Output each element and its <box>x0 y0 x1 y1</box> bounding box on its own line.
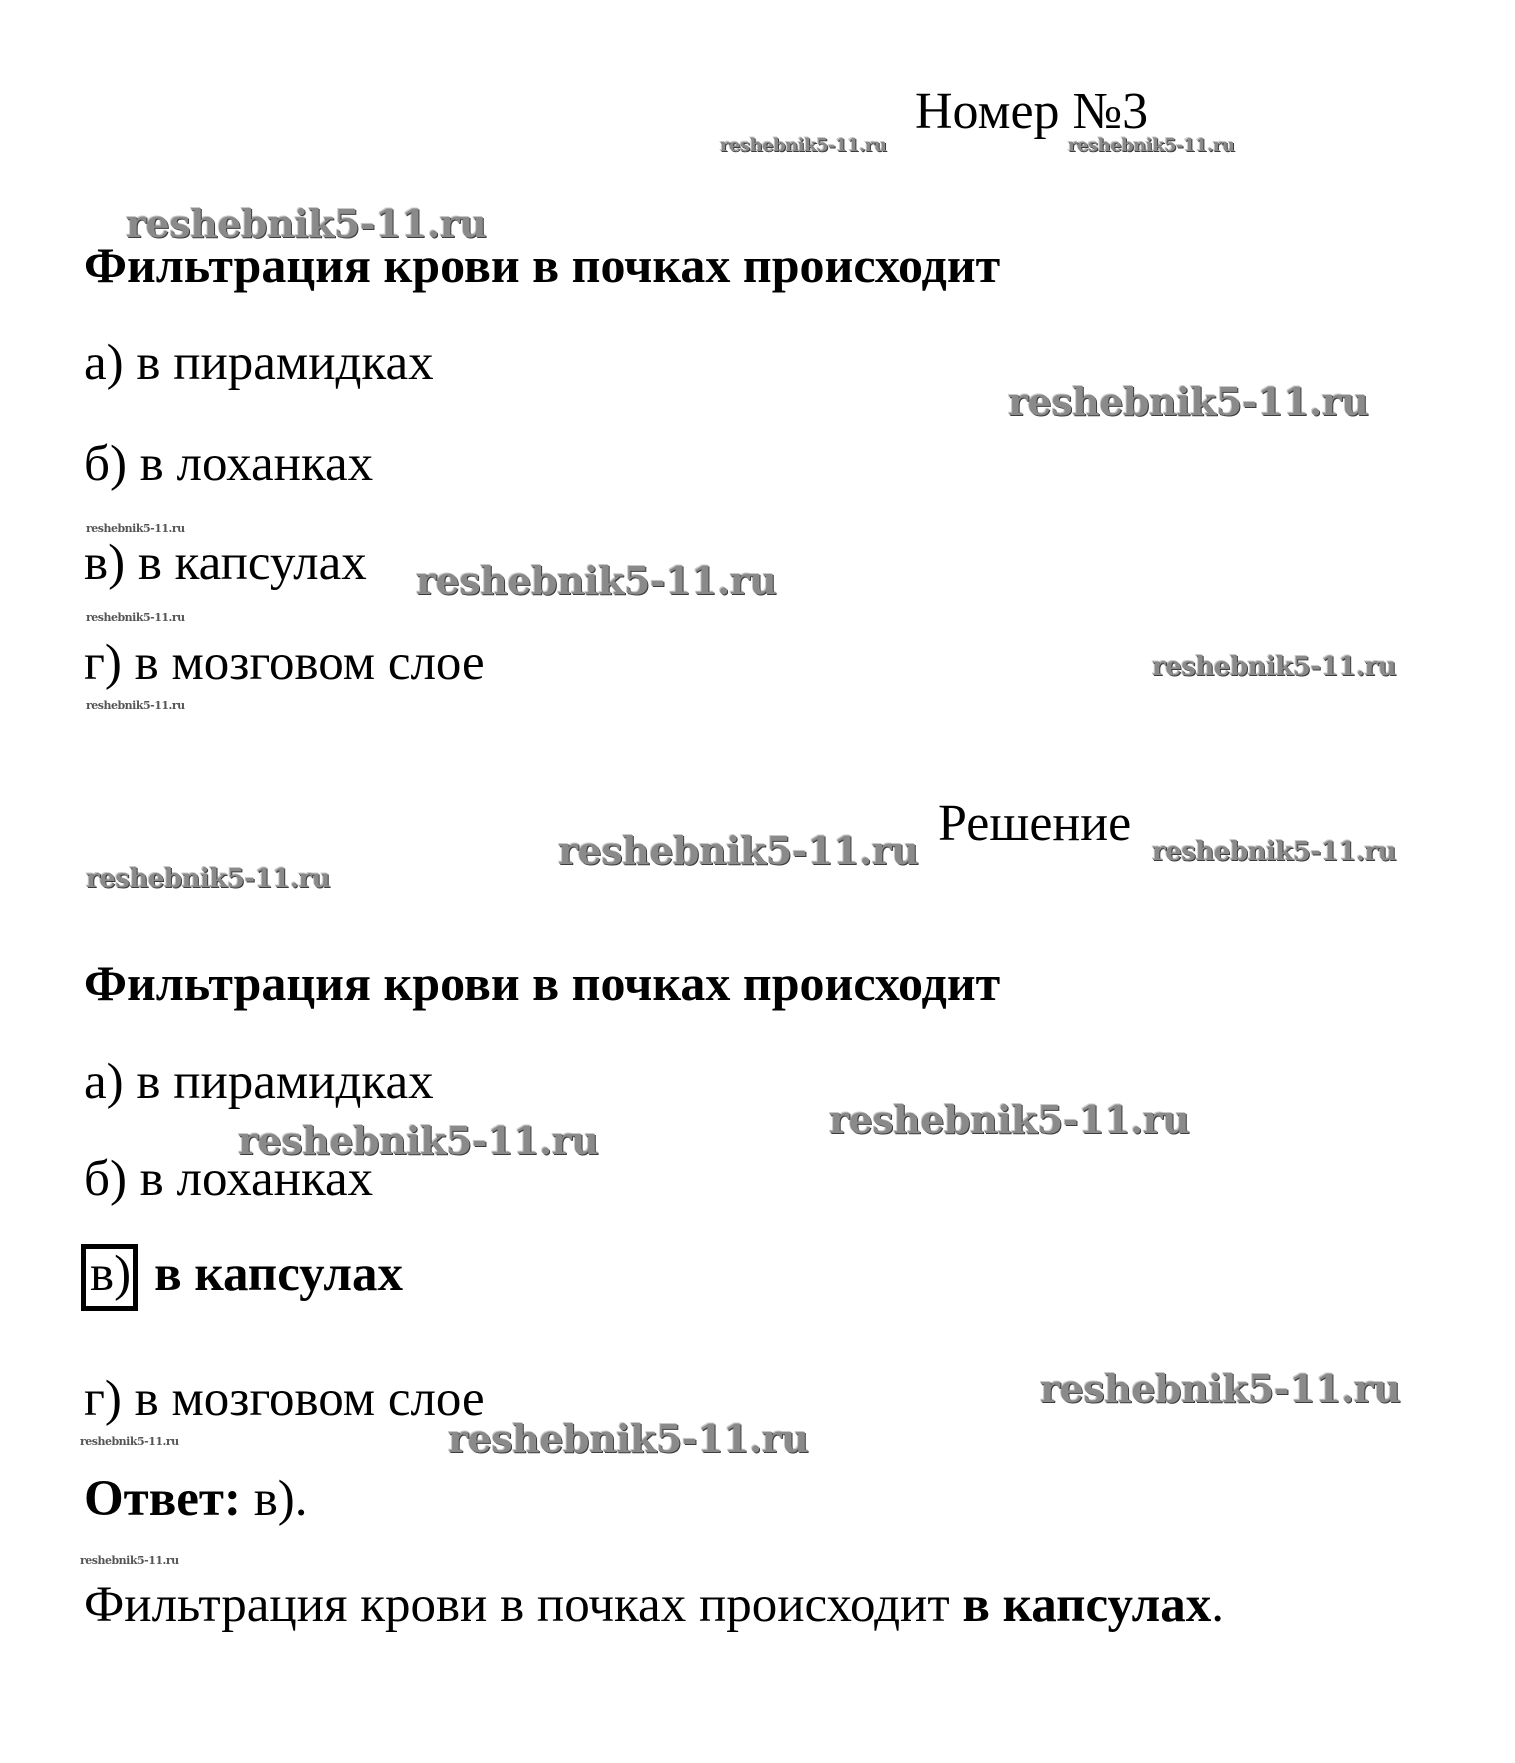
watermark: reshebnik5-11.ru <box>448 1416 809 1461</box>
watermark: reshebnik5-11.ru <box>126 201 487 246</box>
solution-title: Решение <box>938 795 1132 852</box>
watermark: reshebnik5-11.ru <box>1152 652 1397 682</box>
watermark: reshebnik5-11.ru <box>86 864 331 894</box>
watermark: reshebnik5-11.ru <box>86 611 185 624</box>
answer-label: Ответ: <box>84 1471 241 1527</box>
question-option-a: а) в пирамидках <box>84 335 434 391</box>
watermark: reshebnik5-11.ru <box>1068 135 1235 156</box>
conclusion-suffix: . <box>1211 1577 1225 1633</box>
answer-line <box>84 1471 308 1527</box>
solution-question-heading: Фильтрация крови в почках происходит <box>84 955 1001 1011</box>
conclusion-bold: в капсулах <box>962 1577 1212 1633</box>
watermark: reshebnik5-11.ru <box>1152 837 1397 867</box>
watermark: reshebnik5-11.ru <box>86 522 185 535</box>
question-option-g: г) в мозговом слое <box>84 635 485 691</box>
watermark: reshebnik5-11.ru <box>1040 1366 1401 1411</box>
answer-value: в). <box>253 1471 308 1527</box>
question-heading: Фильтрация крови в почках происходит <box>84 237 1001 293</box>
watermark: reshebnik5-11.ru <box>80 1554 179 1567</box>
selected-letter-box: в) <box>81 1244 138 1311</box>
conclusion-line <box>84 1577 1225 1633</box>
watermark: reshebnik5-11.ru <box>238 1118 599 1163</box>
question-option-b: б) в лоханках <box>84 436 374 492</box>
watermark: reshebnik5-11.ru <box>720 135 887 156</box>
solution-selected-option <box>81 1244 403 1311</box>
watermark: reshebnik5-11.ru <box>558 828 919 873</box>
selected-option-text: в капсулах <box>154 1246 404 1302</box>
solution-option-a: а) в пирамидках <box>84 1054 434 1110</box>
watermark: reshebnik5-11.ru <box>1008 379 1369 424</box>
question-option-v: в) в капсулах <box>84 535 367 591</box>
watermark: reshebnik5-11.ru <box>829 1097 1190 1142</box>
page-title: Номер №3 <box>915 83 1149 140</box>
watermark: reshebnik5-11.ru <box>80 1435 179 1448</box>
watermark: reshebnik5-11.ru <box>416 558 777 603</box>
solution-option-g: г) в мозговом слое <box>84 1371 485 1427</box>
solution-option-b: б) в лоханках <box>84 1151 374 1207</box>
watermark: reshebnik5-11.ru <box>86 699 185 712</box>
conclusion-prefix: Фильтрация крови в почках происходит <box>84 1577 950 1633</box>
